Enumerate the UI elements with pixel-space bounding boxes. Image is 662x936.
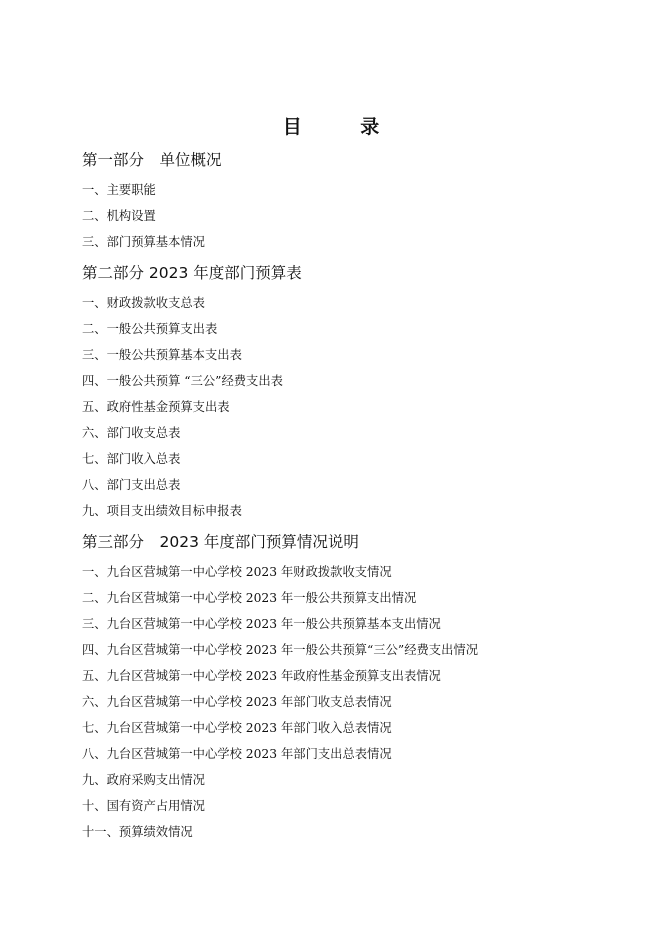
toc-entry[interactable]: 五、政府性基金预算支出表 (82, 400, 230, 414)
toc-title: 目 录 (282, 116, 406, 138)
section-heading: 第一部分 单位概况 (82, 151, 222, 169)
toc-entry[interactable]: 二、一般公共预算支出表 (82, 322, 218, 336)
toc-entry[interactable]: 一、财政拨款收支总表 (82, 296, 205, 310)
section-heading: 第三部分 2023 年度部门预算情况说明 (82, 533, 359, 551)
toc-entry[interactable]: 一、九台区营城第一中心学校 2023 年财政拨款收支情况 (82, 565, 392, 579)
toc-entry[interactable]: 三、一般公共预算基本支出表 (82, 348, 242, 362)
section-part-two (82, 263, 642, 524)
section-item-list (82, 177, 642, 255)
toc-entry[interactable]: 九、项目支出绩效目标申报表 (82, 504, 242, 518)
toc-entry[interactable]: 四、九台区营城第一中心学校 2023 年一般公共预算“三公”经费支出情况 (82, 643, 478, 657)
section-part-three (82, 532, 642, 845)
toc-entry[interactable]: 十一、预算绩效情况 (82, 825, 193, 839)
toc-entry[interactable]: 五、九台区营城第一中心学校 2023 年政府性基金预算支出表情况 (82, 669, 441, 683)
toc-entry[interactable]: 二、机构设置 (82, 209, 156, 223)
toc-entry[interactable]: 七、九台区营城第一中心学校 2023 年部门收入总表情况 (82, 721, 392, 735)
toc-entry[interactable]: 三、九台区营城第一中心学校 2023 年一般公共预算基本支出情况 (82, 617, 441, 631)
section-item-list (82, 290, 642, 524)
toc-entry[interactable]: 六、九台区营城第一中心学校 2023 年部门收支总表情况 (82, 695, 392, 709)
toc-entry[interactable]: 七、部门收入总表 (82, 452, 181, 466)
toc-entry[interactable]: 一、主要职能 (82, 183, 156, 197)
toc-entry[interactable]: 八、九台区营城第一中心学校 2023 年部门支出总表情况 (82, 747, 392, 761)
toc-entry[interactable]: 二、九台区营城第一中心学校 2023 年一般公共预算支出情况 (82, 591, 417, 605)
toc-entry[interactable]: 八、部门支出总表 (82, 478, 181, 492)
section-item-list (82, 559, 642, 845)
section-part-one (82, 150, 642, 255)
toc-entry[interactable]: 十、国有资产占用情况 (82, 799, 205, 813)
section-heading: 第二部分 2023 年度部门预算表 (82, 264, 302, 282)
toc-entry[interactable]: 九、政府采购支出情况 (82, 773, 205, 787)
toc-entry[interactable]: 六、部门收支总表 (82, 426, 181, 440)
toc-entry[interactable]: 四、一般公共预算 “三公”经费支出表 (82, 374, 283, 388)
toc-entry[interactable]: 三、部门预算基本情况 (82, 235, 205, 249)
